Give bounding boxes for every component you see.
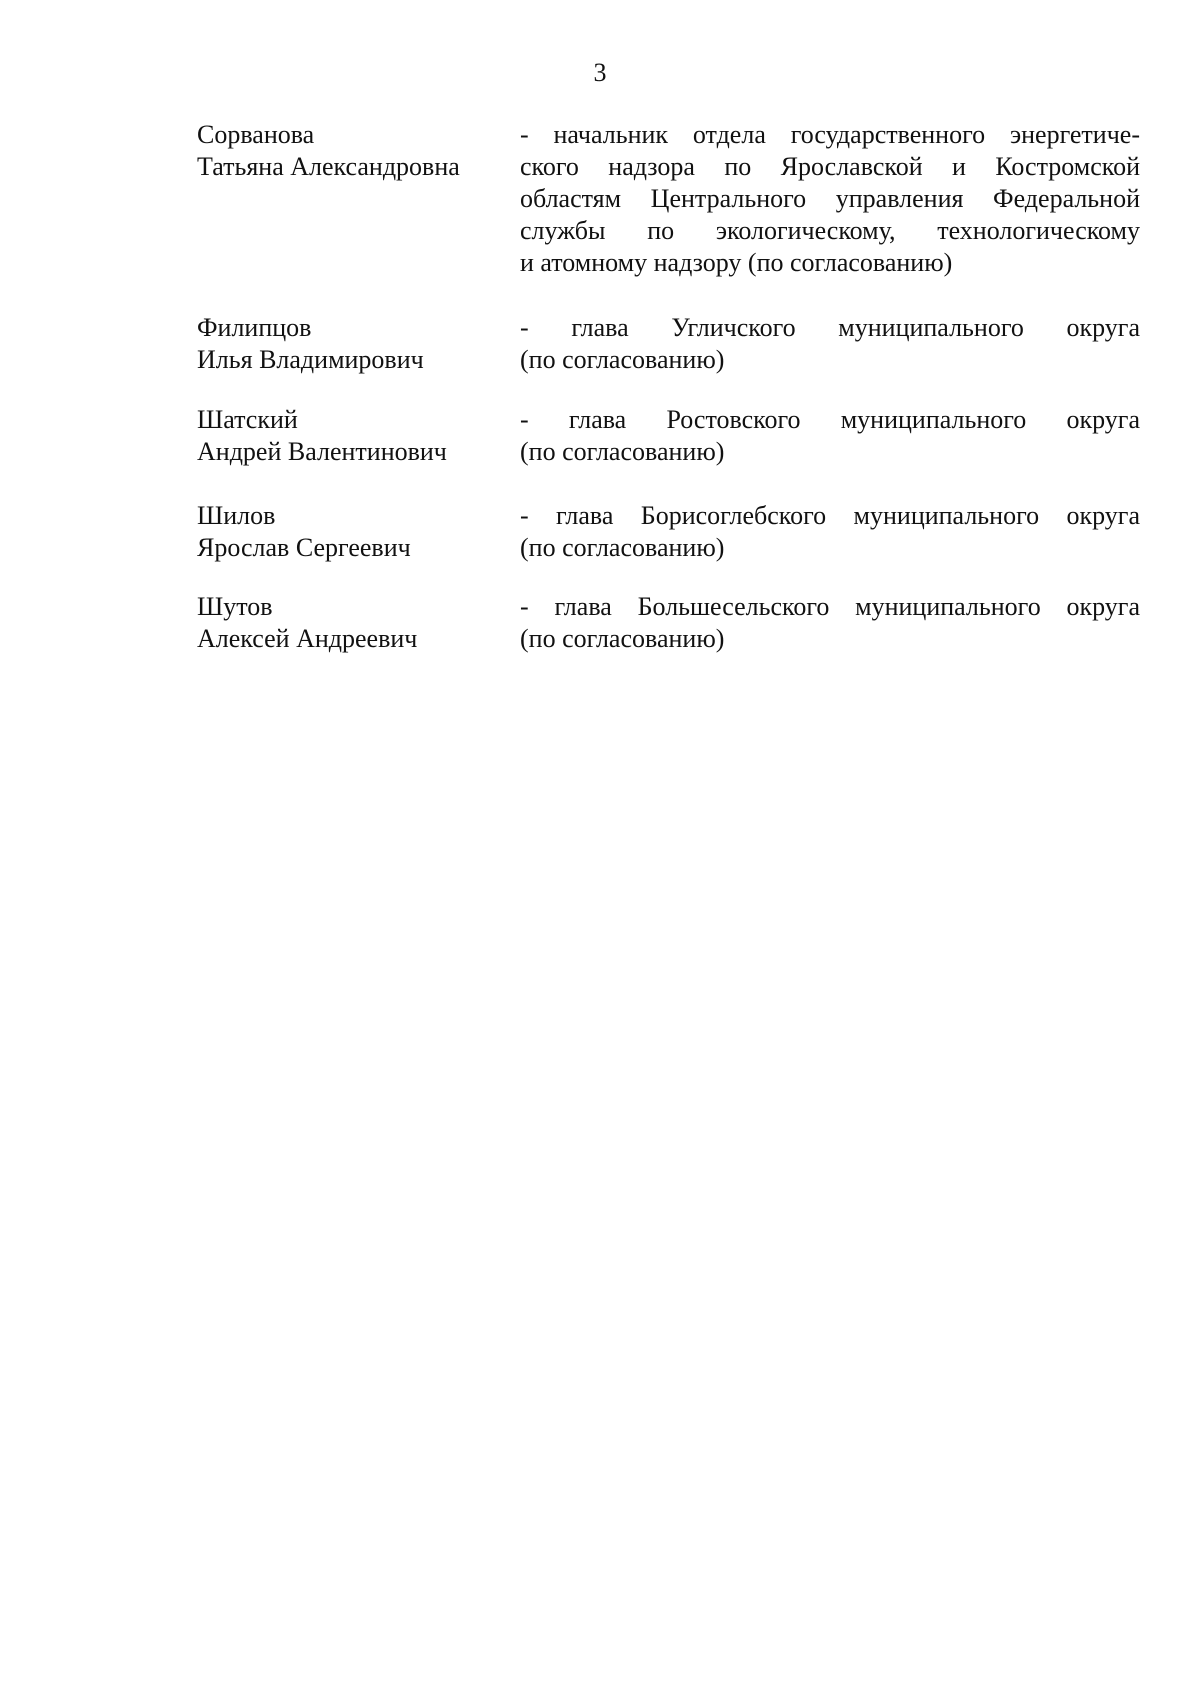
position-line: - глава Угличского муниципального округа — [520, 313, 1140, 342]
position-line: - глава Ростовского муниципального округа — [520, 405, 1140, 434]
member-position — [520, 591, 1140, 655]
position-line: (по согласованию) — [520, 437, 725, 466]
member-name — [197, 500, 520, 564]
member-given-names: Андрей Валентинович — [197, 437, 447, 466]
member-position — [520, 312, 1140, 376]
member-name — [197, 404, 520, 468]
member-given-names: Ярослав Сергеевич — [197, 533, 411, 562]
position-line: службы по экологическому, технологическому — [520, 216, 1140, 245]
position-line: (по согласованию) — [520, 533, 725, 562]
member-surname: Шатский — [197, 405, 298, 434]
member-given-names: Алексей Андреевич — [197, 624, 418, 653]
member-given-names: Татьяна Александровна — [197, 152, 460, 181]
position-line: - глава Борисоглебского муниципального округа — [520, 501, 1140, 530]
member-position — [520, 119, 1140, 279]
position-line: и атомному надзору (по согласованию) — [520, 248, 953, 277]
position-line: областям Центрального управления Федеральной — [520, 184, 1140, 213]
position-line: (по согласованию) — [520, 345, 725, 374]
position-line: (по согласованию) — [520, 624, 725, 653]
position-line: ского надзора по Ярославской и Костромской — [520, 152, 1140, 181]
member-entry — [197, 591, 1140, 655]
member-given-names: Илья Владимирович — [197, 345, 424, 374]
position-line: - глава Большесельского муниципального округа — [520, 592, 1140, 621]
position-line: - начальник отдела государственного энергетиче- — [520, 120, 1140, 149]
member-name — [197, 312, 520, 376]
member-surname: Шутов — [197, 592, 273, 621]
member-surname: Филипцов — [197, 313, 312, 342]
member-entry — [197, 312, 1140, 376]
member-entry — [197, 500, 1140, 564]
member-position — [520, 500, 1140, 564]
member-entry — [197, 119, 1140, 279]
member-name — [197, 119, 520, 279]
member-position — [520, 404, 1140, 468]
member-entry — [197, 404, 1140, 468]
member-surname: Шилов — [197, 501, 276, 530]
member-name — [197, 591, 520, 655]
page-number: 3 — [593, 58, 607, 87]
member-surname: Сорванова — [197, 120, 315, 149]
